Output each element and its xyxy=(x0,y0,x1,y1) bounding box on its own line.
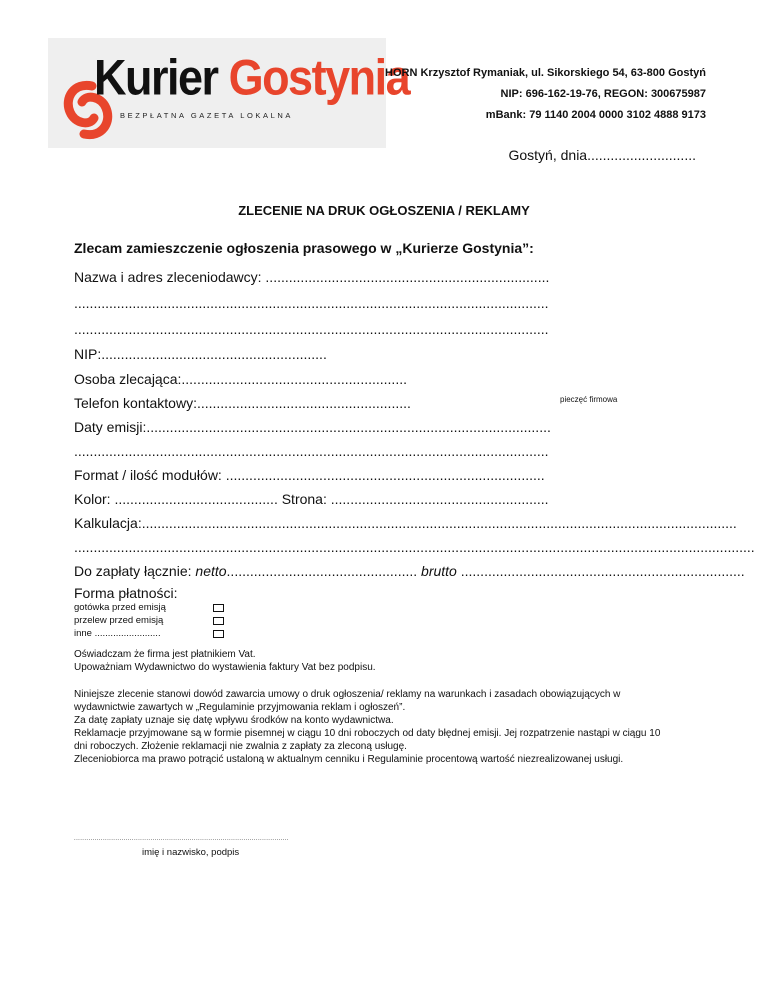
emission-dates-field[interactable]: Daty emisji:........................................................................................................ xyxy=(74,419,551,435)
signature-label: imię i nazwisko, podpis xyxy=(142,847,240,858)
nip-field[interactable]: NIP:.......................................................... xyxy=(74,346,327,362)
emission-dates-line-2[interactable]: .......................................................................................................................... xyxy=(74,443,549,459)
logo-word-gostynia: Gostynia xyxy=(228,48,410,106)
calculation-field[interactable]: Kalkulacja:......................................................................................................................................................... xyxy=(74,515,737,531)
logo-tagline: BEZPŁATNA GAZETA LOKALNA xyxy=(120,111,293,120)
intro-text: Zlecam zamieszczenie ogłoszenia prasowego w „Kurierze Gostynia”: xyxy=(74,240,534,256)
brutto-label: brutto xyxy=(421,563,457,579)
client-address-line-2[interactable]: .......................................................................................................................... xyxy=(74,321,549,337)
stamp-label: pieczęć firmowa xyxy=(560,395,618,404)
company-ids: NIP: 696-162-19-76, REGON: 300675987 xyxy=(500,88,706,100)
checkbox-icon[interactable] xyxy=(213,604,224,612)
company-bank: mBank: 79 1140 2004 0000 3102 4888 9173 xyxy=(485,109,706,121)
format-field[interactable]: Format / ilość modułów: .................................................................................. xyxy=(74,467,545,483)
payment-option-cash[interactable] xyxy=(74,601,224,614)
payment-title: Forma płatności: xyxy=(74,585,178,601)
vat-statement: Oświadczam że firma jest płatnikiem Vat. xyxy=(74,649,256,660)
phone-field[interactable]: Telefon kontaktowy:....................................................... xyxy=(74,395,411,411)
terms-line: wydawnictwie zawartych w „Regulaminie przyjmowania reklam i ogłoszeń”. xyxy=(74,702,406,713)
netto-dots[interactable]: ................................................. xyxy=(226,563,422,579)
brutto-dots[interactable]: ......................................................................... xyxy=(456,563,745,579)
client-address-line-1[interactable]: .......................................................................................................................... xyxy=(74,295,549,311)
checkbox-icon[interactable] xyxy=(213,617,224,625)
netto-label: netto xyxy=(195,563,227,579)
person-field[interactable]: Osoba zlecająca:.......................................................... xyxy=(74,371,407,387)
place-date-field[interactable]: Gostyń, dnia............................ xyxy=(508,147,696,163)
company-address: HORN Krzysztof Rymaniak, ul. Sikorskiego 54, 63-800 Gostyń xyxy=(385,67,706,79)
terms-line: Niniejsze zlecenie stanowi dowód zawarcia umowy o druk ogłoszenia/ reklamy na warunkach i zasadach obowiązujących w xyxy=(74,689,621,700)
terms-line: Reklamacje przyjmowane są w formie pisemnej w ciągu 10 dni roboczych od daty błędnej emisji. Jej rozpatrzenie nastąpi w ciągu 10 xyxy=(74,728,661,739)
company-info xyxy=(385,63,706,126)
client-name-field[interactable]: Nazwa i adres zleceniodawcy: ......................................................................... xyxy=(74,269,550,285)
terms-line: dni roboczych. Złożenie reklamacji nie zwalnia z zapłaty za zleconą usługę. xyxy=(74,741,407,752)
checkbox-icon[interactable] xyxy=(213,630,224,638)
terms-line: Zleceniobiorca ma prawo potrącić ustaloną w aktualnym cenniku i Regulaminie procentową wartość niezrealizowanej usługi. xyxy=(74,754,624,765)
color-page-field[interactable]: Kolor: .......................................... Strona: ........................................................ xyxy=(74,491,549,507)
payment-options xyxy=(74,601,224,640)
terms-line: Za datę zapłaty uznaje się datę wpływu środków na konto wydawnictwa. xyxy=(74,715,394,726)
logo-word-kurier: Kurier xyxy=(94,48,218,106)
calculation-line-2[interactable]: ............................................................................................................................................................................... xyxy=(74,539,755,555)
form-title: ZLECENIE NA DRUK OGŁOSZENIA / REKLAMY xyxy=(238,203,530,218)
vat-authorization: Upoważniam Wydawnictwo do wystawienia faktury Vat bez podpisu. xyxy=(74,662,376,673)
signature-field[interactable]: ........................................................................................................ xyxy=(74,836,289,842)
payment-option-label: inne ......................... xyxy=(74,628,161,639)
payment-option-other[interactable] xyxy=(74,627,224,640)
total-label: Do zapłaty łącznie: xyxy=(74,563,196,579)
payment-option-label: gotówka przed emisją xyxy=(74,602,166,613)
payment-option-label: przelew przed emisją xyxy=(74,615,164,626)
payment-option-transfer[interactable] xyxy=(74,614,224,627)
total-field[interactable] xyxy=(74,562,745,580)
logo-wordmark xyxy=(94,48,410,106)
terms-text xyxy=(74,688,714,766)
